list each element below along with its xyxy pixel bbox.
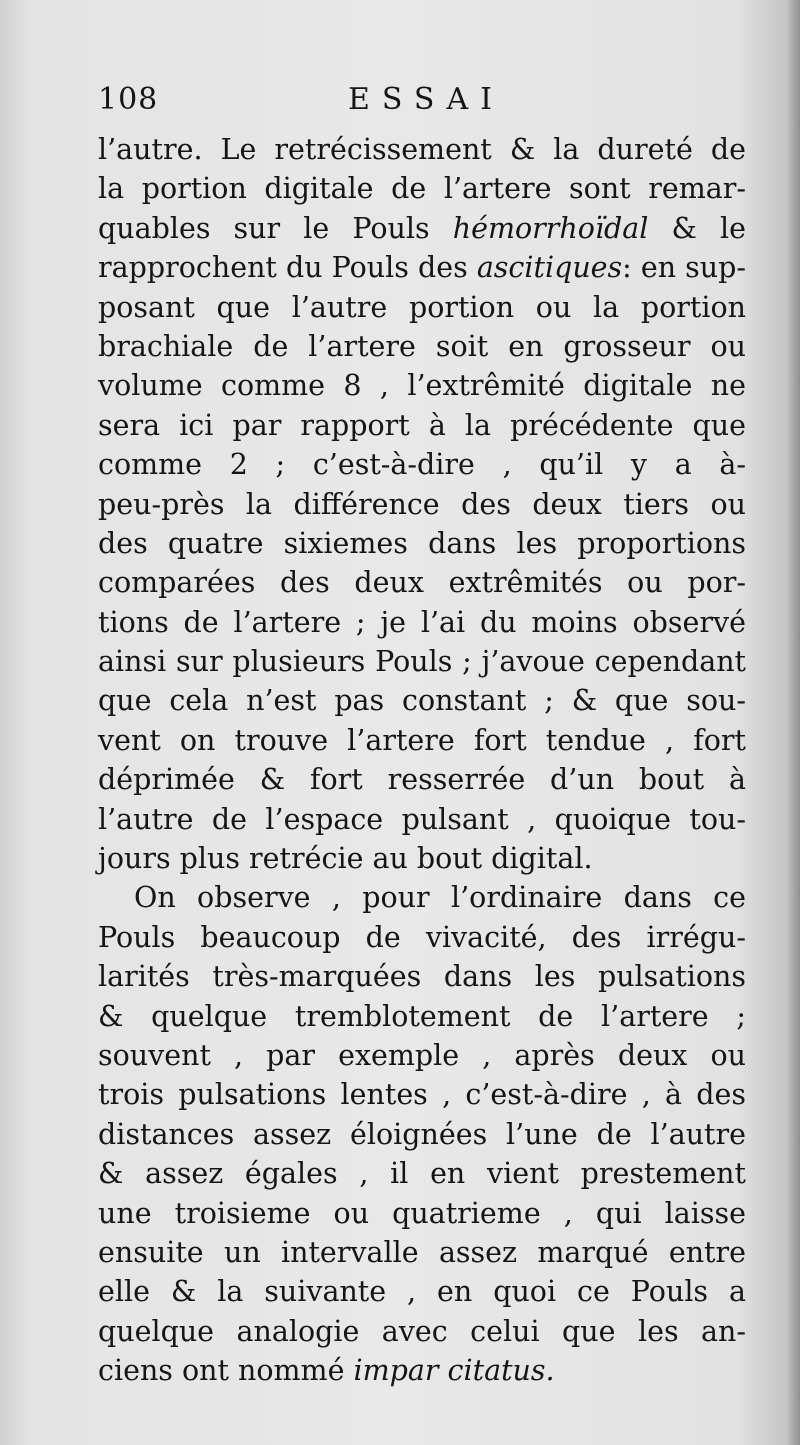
text-line — [98, 997, 746, 1036]
line-text: comparées des deux extrêmités ou por- — [98, 566, 746, 600]
text-line — [98, 760, 746, 799]
text-line — [98, 248, 746, 287]
line-text: l’autre de l’espace pulsant , quoique tou- — [98, 802, 746, 836]
text-line — [98, 1233, 746, 1272]
running-head: ESSAI — [348, 82, 504, 117]
line-text: volume comme 8 , l’extrêmité digitale ne — [98, 369, 746, 403]
text-line — [98, 209, 746, 248]
line-text: brachiale de l’artere soit en grosseur ou — [98, 329, 746, 363]
line-text: l’autre. Le retrécissement & la dureté de — [98, 133, 746, 166]
line-text: tions de l’artere ; je l’ai du moins observé — [98, 605, 746, 639]
text-line — [98, 524, 746, 563]
line-text: déprimée & fort resserrée d’un bout à — [98, 763, 746, 797]
text-line — [98, 839, 746, 878]
line-text: vent on trouve l’artere fort tendue , fort — [98, 723, 746, 757]
text-line — [98, 288, 746, 327]
line-text: quelque analogie avec celui que les an- — [98, 1314, 746, 1348]
line-text: rapprochent du Pouls des — [98, 251, 477, 285]
text-line — [98, 918, 746, 957]
line-text: Pouls beaucoup de vivacité, des irrégu- — [98, 920, 746, 954]
text-line — [98, 130, 746, 169]
text-line — [98, 721, 746, 760]
line-text: & quelque tremblotement de l’artere ; — [98, 999, 746, 1033]
text-line — [98, 169, 746, 208]
line-text: & le — [648, 211, 747, 245]
italic-text: hémorrhoïdal — [452, 211, 649, 245]
italic-text: ascitiques — [476, 251, 623, 285]
text-line — [98, 563, 746, 602]
line-text: ciens ont nommé — [98, 1354, 354, 1388]
page-header — [98, 82, 746, 126]
line-text: que cela n’est pas constant ; & que sou- — [98, 684, 746, 718]
line-text: la portion digitale de l’artere sont remar- — [98, 172, 746, 206]
line-text: jours plus retrécie au bout digital. — [98, 842, 593, 876]
text-line — [98, 1075, 746, 1114]
line-text: ensuite un intervalle assez marqué entre — [98, 1235, 746, 1269]
line-text: larités très-marquées dans les pulsations — [98, 960, 746, 994]
line-text: comme 2 ; c’est-à-dire , qu’il y a à- — [98, 448, 746, 482]
line-text: sera ici par rapport à la précédente que — [98, 408, 746, 442]
text-line — [98, 878, 746, 917]
line-text: des quatre sixiemes dans les proportions — [98, 526, 746, 560]
line-text: une troisieme ou quatrieme , qui laisse — [98, 1196, 746, 1230]
line-text: distances assez éloignées l’une de l’autre — [98, 1117, 746, 1151]
text-line — [98, 1194, 746, 1233]
page-number: 108 — [98, 82, 159, 117]
text-line — [98, 366, 746, 405]
text-line — [98, 800, 746, 839]
line-text: ainsi sur plusieurs Pouls ; j’avoue cependant — [98, 645, 746, 679]
text-line — [98, 1115, 746, 1154]
text-line — [98, 327, 746, 366]
line-text: elle & la suivante , en quoi ce Pouls a — [98, 1275, 746, 1309]
text-line — [98, 681, 746, 720]
text-line — [98, 406, 746, 445]
line-text: souvent , par exemple , après deux ou — [98, 1038, 746, 1072]
line-text: quables sur le Pouls — [98, 211, 453, 245]
text-line — [98, 485, 746, 524]
line-text: peu-près la différence des deux tiers ou — [98, 487, 746, 521]
text-line — [98, 1036, 746, 1075]
line-text: trois pulsations lentes , c’est-à-dire , à des — [98, 1078, 746, 1112]
text-line — [98, 1351, 746, 1390]
line-text: posant que l’autre portion ou la portion — [98, 290, 746, 324]
text-line — [98, 642, 746, 681]
body-text — [98, 130, 746, 1391]
text-line — [98, 1312, 746, 1351]
line-text: & assez égales , il en vient prestement — [98, 1157, 746, 1191]
text-line — [98, 445, 746, 484]
text-line — [98, 1154, 746, 1193]
text-line — [98, 1272, 746, 1311]
line-text: : en sup- — [622, 251, 747, 285]
line-text: On observe , pour l’ordinaire dans ce — [134, 881, 746, 915]
text-line — [98, 957, 746, 996]
page-edge-shadow — [786, 0, 800, 1445]
text-line — [98, 603, 746, 642]
italic-text: impar citatus. — [353, 1354, 555, 1388]
